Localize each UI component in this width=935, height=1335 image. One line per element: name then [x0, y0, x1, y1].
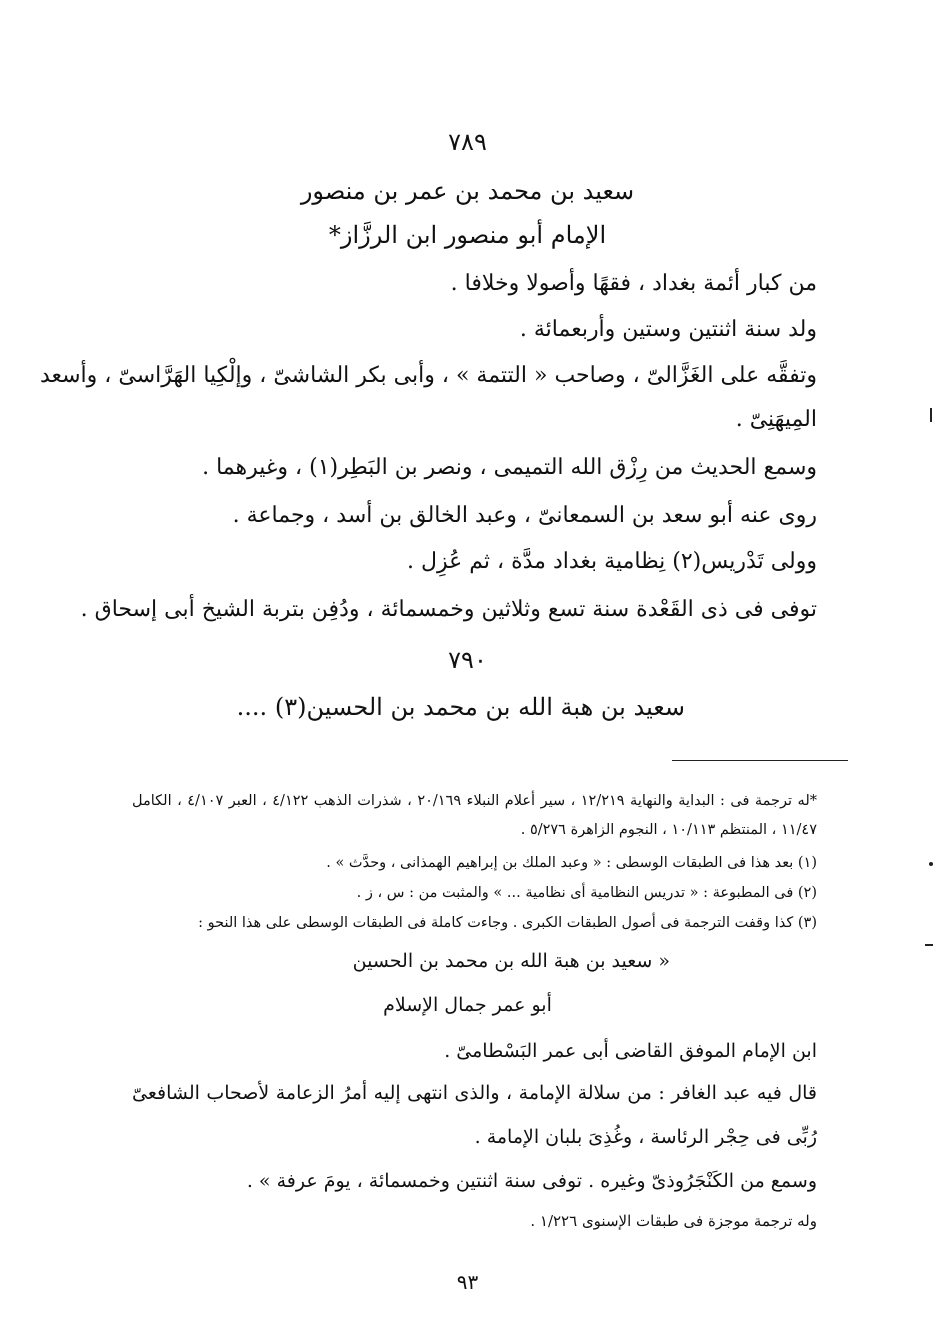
page-number: ٩٣ [456, 1270, 479, 1294]
footnote-1: (١) بعد هذا فى الطبقات الوسطى : « وعبد الملك بن إبراهيم الهمذانى ، وحدَّث » . [326, 855, 817, 871]
body-line: المِيهَنِىّ . [735, 407, 817, 432]
quoted-line: قال فيه عبد الغافر : من سلالة الإمامة ، والذى انتهى إليه أمرُ الزعامة لأصحاب الشافعىّ [132, 1082, 817, 1104]
scan-mark [925, 944, 933, 946]
entry-number: ٧٩٠ [448, 646, 487, 674]
quoted-line: وسمع من الكَنْجَرُوذىّ وغيره . توفى سنة اثنتين وخمسمائة ، يومَ عرفة » . [246, 1170, 817, 1192]
body-line: وولى تَدْريس(٢) نِظامية بغداد مدَّة ، ثم عُزِل . [407, 549, 817, 574]
body-line: من كبار أئمة بغداد ، فقهًا وأصولا وخلافا . [450, 271, 817, 296]
entry-name-heading: سعيد بن محمد بن عمر بن منصور [300, 177, 635, 205]
footnote-star: *له ترجمة فى : البداية والنهاية ١٢/٢١٩ ، سير أعلام النبلاء ٢٠/١٦٩ ، شذرات الذهب ٤/١٢٢ ، العبر ٤/١٠٧ ، الكامل [132, 793, 817, 809]
quoted-line: ابن الإمام الموفق القاضى أبى عمر البَسْطامىّ . [444, 1040, 817, 1062]
footnote-divider [672, 760, 848, 761]
scan-mark [929, 862, 933, 866]
scan-mark [930, 408, 932, 422]
entry-subtitle-heading: الإمام أبو منصور ابن الرزَّاز* [328, 221, 607, 249]
body-line: روى عنه أبو سعد بن السمعانىّ ، وعبد الخالق بن أسد ، وجماعة . [232, 503, 817, 528]
footnote-last-note: وله ترجمة موجزة فى طبقات الإسنوى ١/٢٢٦ . [530, 1212, 817, 1230]
body-line: ولد سنة اثنتين وستين وأربعمائة . [519, 317, 817, 342]
footnote-2: (٢) فى المطبوعة : « تدريس النظامية أى نظامية ... » والمثبت من : س ، ز . [356, 885, 817, 901]
footnote-3: (٣) كذا وقفت الترجمة فى أصول الطبقات الكبرى . وجاءت كاملة فى الطبقات الوسطى على هذا النحو : [198, 915, 817, 931]
body-line: وسمع الحديث من رِزْق الله التميمى ، ونصر بن البَطِر(١) ، وغيرهما . [202, 455, 817, 480]
body-line: توفى فى ذى القَعْدة سنة تسع وثلاثين وخمسمائة ، ودُفِن بتربة الشيخ أبى إسحاق . [80, 597, 817, 622]
footnote-star-continued: ١١/٤٧ ، المنتظم ١٠/١١٣ ، النجوم الزاهرة ٥/٢٧٦ . [520, 822, 817, 838]
body-line: وتفقَّه على الغَزَّالىّ ، وصاحب « التتمة » ، وأبى بكر الشاشىّ ، وإلْكِيا الهَرَّاسىّ ، وأسعد [39, 363, 817, 388]
quoted-name: « سعيد بن هبة الله بن محمد بن الحسين [352, 950, 670, 972]
quoted-kunya: أبو عمر جمال الإسلام [383, 994, 552, 1016]
quoted-line: رُبِّى فى حِجْر الرئاسة ، وغُذِىَ بلبان الإمامة . [474, 1126, 817, 1148]
entry-number: ٧٨٩ [448, 128, 487, 156]
entry-name-heading: سعيد بن هبة الله بن محمد بن الحسين(٣) .... [236, 693, 685, 721]
